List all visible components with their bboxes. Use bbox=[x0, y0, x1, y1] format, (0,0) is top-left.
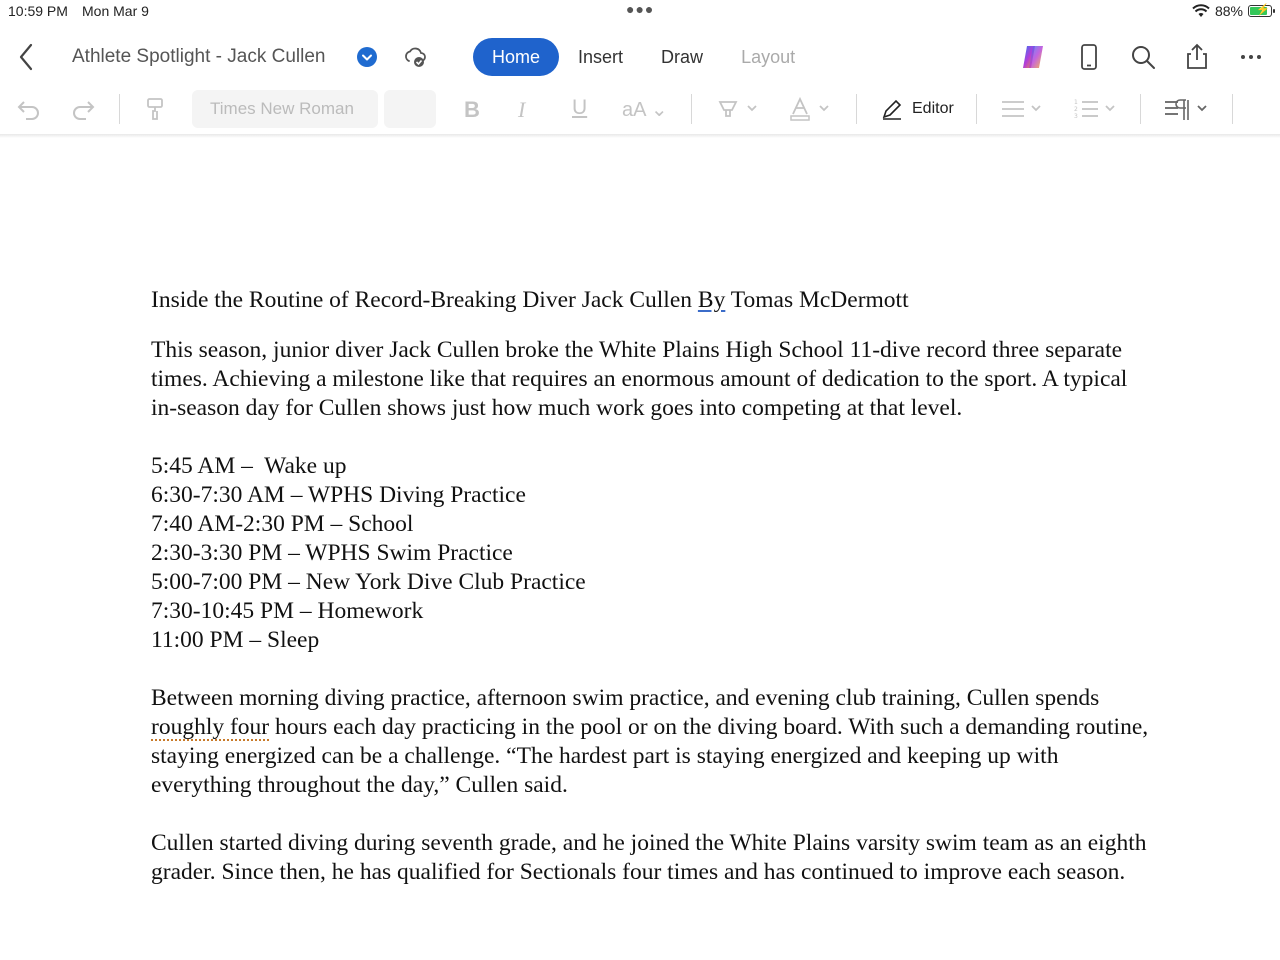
tab-insert[interactable]: Insert bbox=[578, 47, 624, 67]
home-ribbon bbox=[0, 90, 1280, 134]
font-size-box[interactable] bbox=[384, 90, 436, 128]
redo-icon[interactable] bbox=[70, 96, 96, 122]
battery-percent: 88% bbox=[1214, 3, 1243, 19]
title-text: Inside the Routine of Record-Breaking Diver Jack Cullen bbox=[151, 287, 698, 313]
font-size-change-icon[interactable]: aA ⌄ bbox=[622, 99, 668, 121]
ribbon-divider bbox=[856, 94, 857, 124]
schedule-item: 6:30-7:30 AM – WPHS Diving Practice bbox=[151, 482, 526, 508]
format-painter-icon[interactable] bbox=[142, 96, 168, 122]
wifi-icon bbox=[1192, 4, 1210, 18]
schedule-item: 5:45 AM – Wake up bbox=[151, 453, 347, 479]
search-icon[interactable] bbox=[1128, 42, 1158, 72]
schedule-item: 7:30-10:45 PM – Homework bbox=[151, 598, 424, 624]
article-title bbox=[151, 286, 1151, 315]
schedule-item: 7:40 AM-2:30 PM – School bbox=[151, 511, 414, 537]
document-body[interactable] bbox=[151, 286, 1151, 887]
ribbon-divider bbox=[976, 94, 977, 124]
copilot-icon[interactable] bbox=[1018, 42, 1048, 72]
cloud-saved-icon[interactable] bbox=[402, 44, 428, 70]
italic-icon[interactable]: I bbox=[518, 97, 526, 122]
bold-icon[interactable]: B bbox=[464, 97, 480, 122]
byline-word: By bbox=[697, 287, 726, 313]
editor-pen-icon bbox=[880, 97, 904, 121]
schedule-item: 2:30-3:30 PM – WPHS Swim Practice bbox=[151, 540, 513, 566]
editor-button[interactable] bbox=[880, 97, 954, 121]
svg-text:2: 2 bbox=[1074, 106, 1078, 113]
status-time: 10:59 PM bbox=[8, 3, 68, 19]
svg-text:1: 1 bbox=[1074, 99, 1078, 106]
title-dropdown-chevron-icon[interactable] bbox=[357, 47, 377, 67]
top-bar bbox=[0, 30, 1280, 86]
svg-text:3: 3 bbox=[1074, 113, 1078, 120]
ribbon-tabs bbox=[473, 38, 814, 76]
title-author: Tomas McDermott bbox=[725, 287, 909, 313]
battery-icon: ⚡ bbox=[1248, 5, 1272, 17]
document-title[interactable]: Athlete Spotlight - Jack Cullen bbox=[72, 46, 326, 67]
tab-layout[interactable]: Layout bbox=[741, 47, 796, 67]
status-bar bbox=[0, 0, 1280, 24]
paragraph-1: This season, junior diver Jack Cullen broke the White Plains High School 11-dive record three separate times. Achieving a milestone like that requires an enormous amount of dedication to the sport. A typical in-season day for Cullen shows just how much work goes into competing at that level. bbox=[151, 337, 1128, 421]
undo-icon[interactable] bbox=[16, 96, 42, 122]
grammar-flag[interactable]: roughly four bbox=[151, 714, 270, 740]
font-color-icon[interactable] bbox=[788, 96, 834, 122]
ribbon-divider bbox=[1232, 94, 1233, 124]
ribbon-shadow bbox=[0, 134, 1280, 138]
paragraph-3: Cullen started diving during seventh grade, and he joined the White Plains varsity swim team as an eighth grader. Since then, he has qualified for Sectionals four times and has continued to improve each season. bbox=[151, 830, 1147, 885]
highlight-color-icon[interactable] bbox=[716, 96, 762, 122]
status-date: Mon Mar 9 bbox=[82, 3, 149, 19]
paragraph-format-icon[interactable] bbox=[1162, 96, 1212, 122]
font-name-box[interactable]: Times New Roman bbox=[192, 90, 378, 128]
bullet-list-icon[interactable] bbox=[998, 96, 1044, 122]
ribbon-divider bbox=[1140, 94, 1141, 124]
device-view-icon[interactable] bbox=[1074, 42, 1104, 72]
ribbon-divider bbox=[119, 94, 120, 124]
share-icon[interactable] bbox=[1182, 42, 1212, 72]
paragraph-2: Between morning diving practice, afternoon swim practice, and evening club training, Cullen spends roughly four hours each day practicing in the pool or on the diving board. With such a demanding routine, staying energized can be a challenge. “The hardest part is staying energized and keeping up with everything throughout the day,” Cullen said. bbox=[151, 685, 1149, 798]
more-options-icon[interactable] bbox=[1236, 42, 1266, 72]
back-chevron-icon[interactable] bbox=[14, 40, 44, 74]
tab-home[interactable]: Home bbox=[473, 38, 559, 76]
numbered-list-icon[interactable] bbox=[1072, 96, 1118, 122]
editor-label: Editor bbox=[912, 100, 954, 117]
multitasking-dots-icon[interactable]: ●●● bbox=[626, 1, 655, 17]
schedule-item: 5:00-7:00 PM – New York Dive Club Practice bbox=[151, 569, 586, 595]
schedule-item: 11:00 PM – Sleep bbox=[151, 627, 320, 653]
ribbon-divider bbox=[691, 94, 692, 124]
underline-icon[interactable]: U bbox=[572, 96, 588, 119]
tab-draw[interactable]: Draw bbox=[661, 47, 704, 67]
